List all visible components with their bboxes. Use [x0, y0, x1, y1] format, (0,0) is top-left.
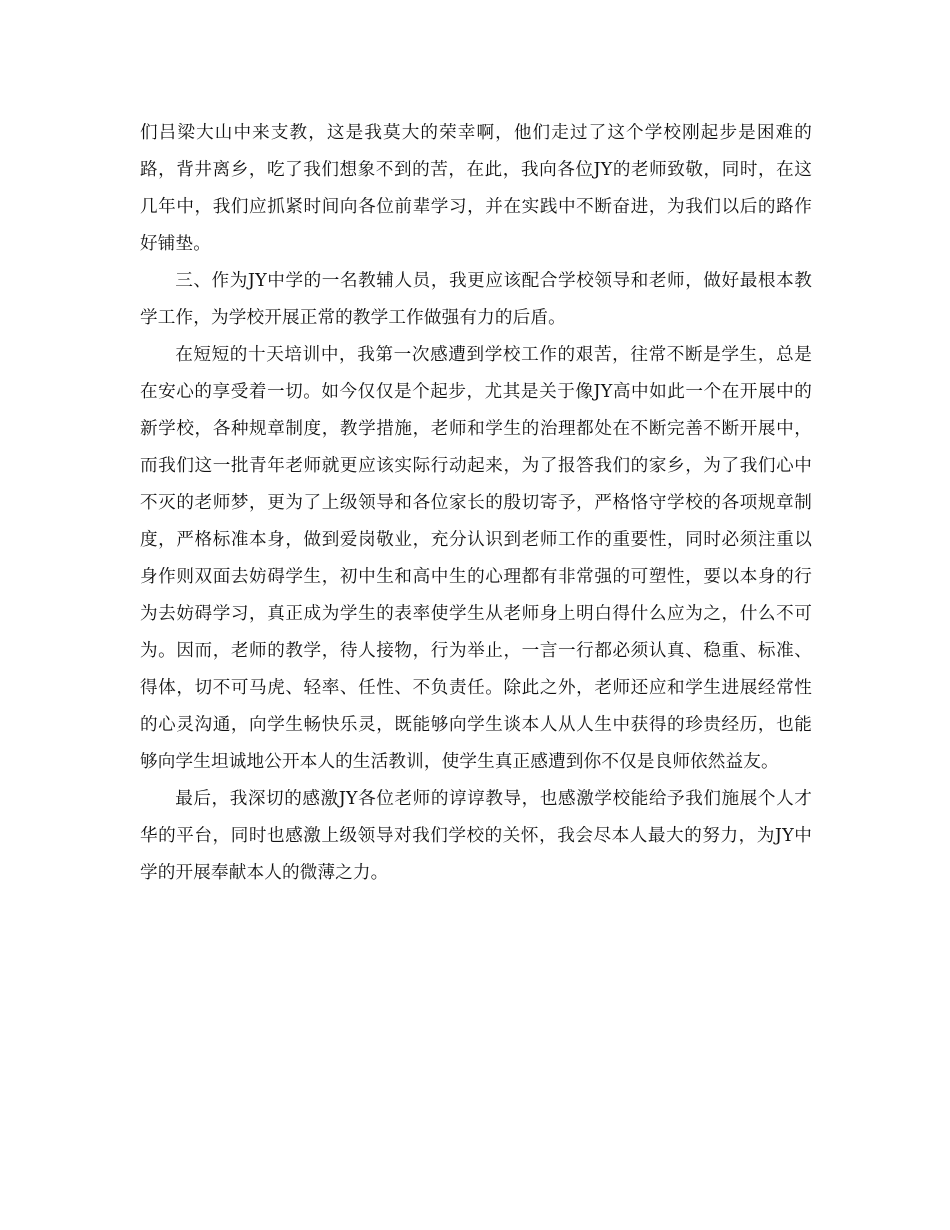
- paragraph-training: 在短短的十天培训中，我第一次感遭到学校工作的艰苦，往常不断是学生，总是在安心的享受着一切。如今仅仅是个起步，尤其是关于像JY高中如此一个在开展中的新学校，各种规章制度，教学措施，老师和学生的治理都处在不断完善不断开展中，而我们这一批青年老师就更应该实际行动起来，为了报答我们的家乡，为了我们心中不灭的老师梦，更为了上级领导和各位家长的殷切寄予，严格恪守学校的各项规章制度，严格标准本身，做到爱岗敬业，充分认识到老师工作的重要性，同时必须注重以身作则双面去妨碍学生，初中生和高中生的心理都有非常强的可塑性，要以本身的行为去妨碍学习，真正成为学生的表率使学生从老师身上明白得什么应为之，什么不可为。因而，老师的教学，待人接物，行为举止，一言一行都必须认真、稳重、标准、得体，切不可马虎、轻率、任性、不负责任。除此之外，老师还应和学生进展经常性的心灵沟通，向学生畅快乐灵，既能够向学生谈本人从人生中获得的珍贵经历，也能够向学生坦诚地公开本人的生活教训，使学生真正感遭到你不仅是良师依然益友。: [140, 345, 812, 772]
- document-body: [140, 115, 812, 892]
- paragraph-continuation: 们吕梁大山中来支教，这是我莫大的荣幸啊，他们走过了这个学校刚起步是困难的路，背井离乡，吃了我们想象不到的苦，在此，我向各位JY的老师致敬，同时，在这几年中，我们应抓紧时间向各位前辈学习，并在实践中不断奋进，为我们以后的路作好铺垫。: [140, 123, 812, 254]
- paragraph-closing: 最后，我深切的感激JY各位老师的谆谆教导，也感激学校能给予我们施展个人才华的平台，同时也感激上级领导对我们学校的关怀，我会尽本人最大的努力，为JY中学的开展奉献本人的微薄之力。: [140, 789, 812, 883]
- paragraph-section-three: 三、作为JY中学的一名教辅人员，我更应该配合学校领导和老师，做好最根本教学工作，为学校开展正常的教学工作做强有力的后盾。: [140, 271, 812, 328]
